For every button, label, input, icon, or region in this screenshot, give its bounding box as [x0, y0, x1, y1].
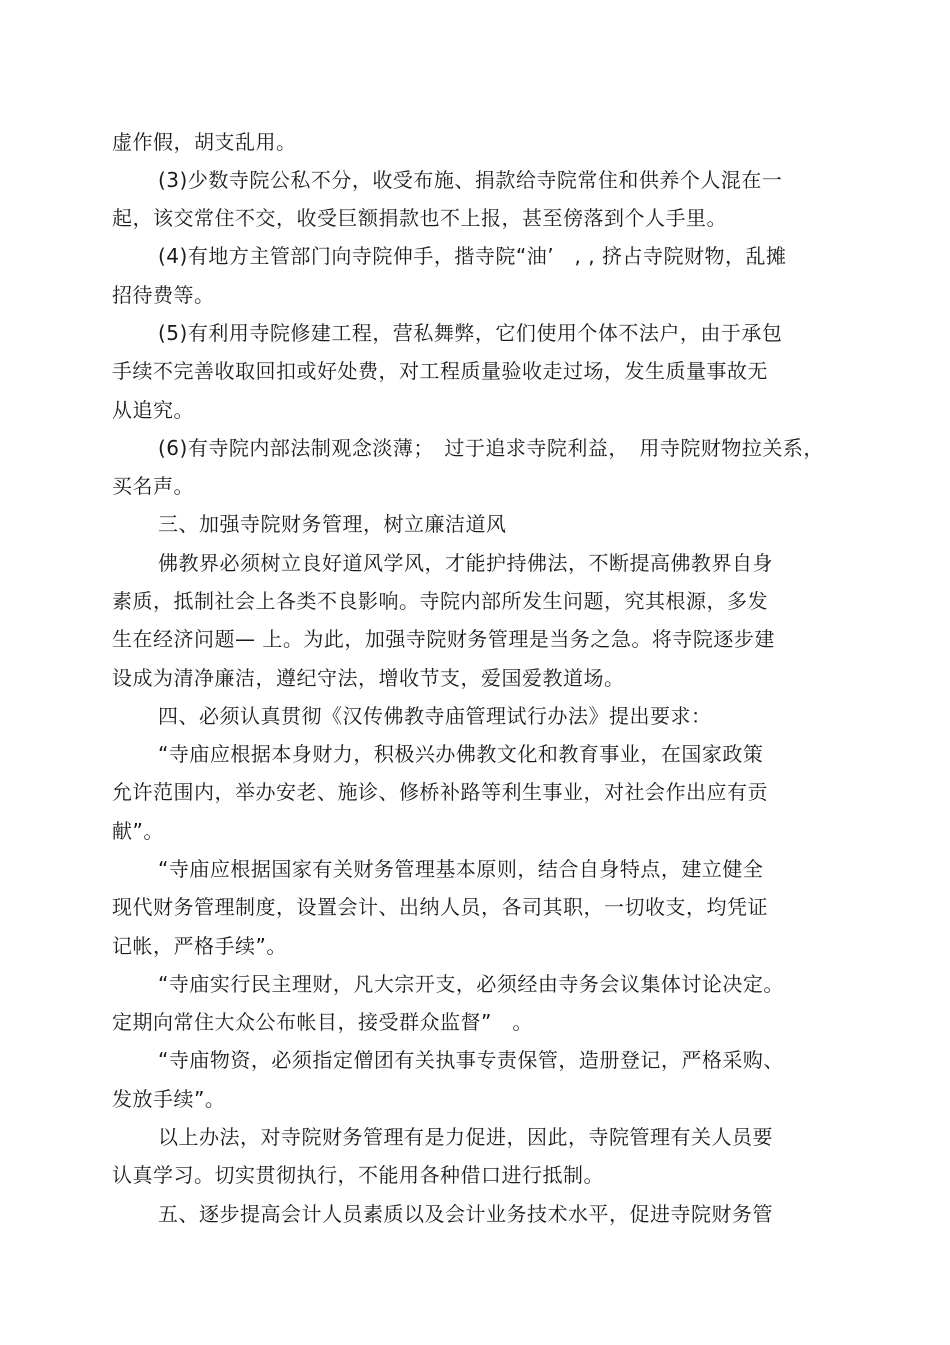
text-line: (5)有利用寺院修建工程，营私舞弊，它们使用个体不法户，由于承包 — [158, 321, 783, 345]
text-line: 允许范围内，举办安老、施诊、修桥补路等利生事业，对社会作出应有贡 — [112, 780, 768, 804]
text-line: 以上办法，对寺院财务管理有是力促进，因此，寺院管理有关人员要 — [158, 1125, 773, 1149]
text-line: “寺庙物资，必须指定僧团有关执事专责保管，造册登记，严格采购、 — [158, 1048, 784, 1072]
text-line: “寺庙实行民主理财，凡大宗开支，必须经由寺务会议集体讨论决定。 — [158, 972, 784, 996]
text-line: 虚作假，胡支乱用。 — [112, 130, 297, 154]
text-line: 起，该交常住不交，收受巨额捐款也不上报，甚至傍落到个人手里。 — [112, 206, 727, 230]
text-line: 手续不完善收取回扣或好处费，对工程质量验收走过场，发生质量事故无 — [112, 359, 768, 383]
section-heading: 五、逐步提高会计人员素质以及会计业务技术水平，促进寺院财务管 — [158, 1202, 773, 1226]
text-line: 记帐，严格手续”。 — [112, 934, 287, 958]
text-line: 买名声。 — [112, 474, 194, 498]
text-line: 招待费等。 — [112, 283, 215, 307]
section-heading: 四、必须认真贯彻《汉传佛教寺庙管理试行办法》提出要求： — [158, 704, 712, 728]
text-line: 认真学习。切实贯彻执行，不能用各种借口进行抵制。 — [112, 1163, 604, 1187]
text-line: 从追究。 — [112, 398, 194, 422]
text-line: “寺庙应根据本身财力，积极兴办佛教文化和教育事业，在国家政策 — [158, 742, 764, 766]
section-heading: 三、加强寺院财务管理，树立廉洁道风 — [158, 512, 507, 536]
text-line: 发放手续”。 — [112, 1087, 226, 1111]
text-line: “寺庙应根据国家有关财务管理基本原则，结合自身特点，建立健全 — [158, 857, 764, 881]
text-line: (3)少数寺院公私不分，收受布施、捐款给寺院常住和供养个人混在一 — [158, 168, 783, 192]
text-line: 素质，抵制社会上各类不良影响。寺院内部所发生问题，究其根源，多发 — [112, 589, 768, 613]
text-line: 设成为清净廉洁，遵纪守法，增收节支，爱国爱教道场。 — [112, 666, 625, 690]
text-line: 现代财务管理制度，设置会计、出纳人员，各司其职，一切收支，均凭证 — [112, 895, 768, 919]
text-line: (6)有寺院内部法制观念淡薄； 过于追求寺院利益， 用寺院财物拉关系， — [158, 436, 824, 460]
text-line: 献”。 — [112, 819, 164, 843]
text-line: (4)有地方主管部门向寺院伸手，揩寺院“油’ , , 挤占寺院财物，乱摊 — [158, 244, 787, 268]
text-line: 定期向常住大众公布帐目，接受群众监督” 。 — [112, 1010, 533, 1034]
text-line: 生在经济问题— 上。为此，加强寺院财务管理是当务之急。将寺院逐步建 — [112, 627, 775, 651]
text-line: 佛教界必须树立良好道风学风，才能护持佛法，不断提高佛教界自身 — [158, 551, 773, 575]
